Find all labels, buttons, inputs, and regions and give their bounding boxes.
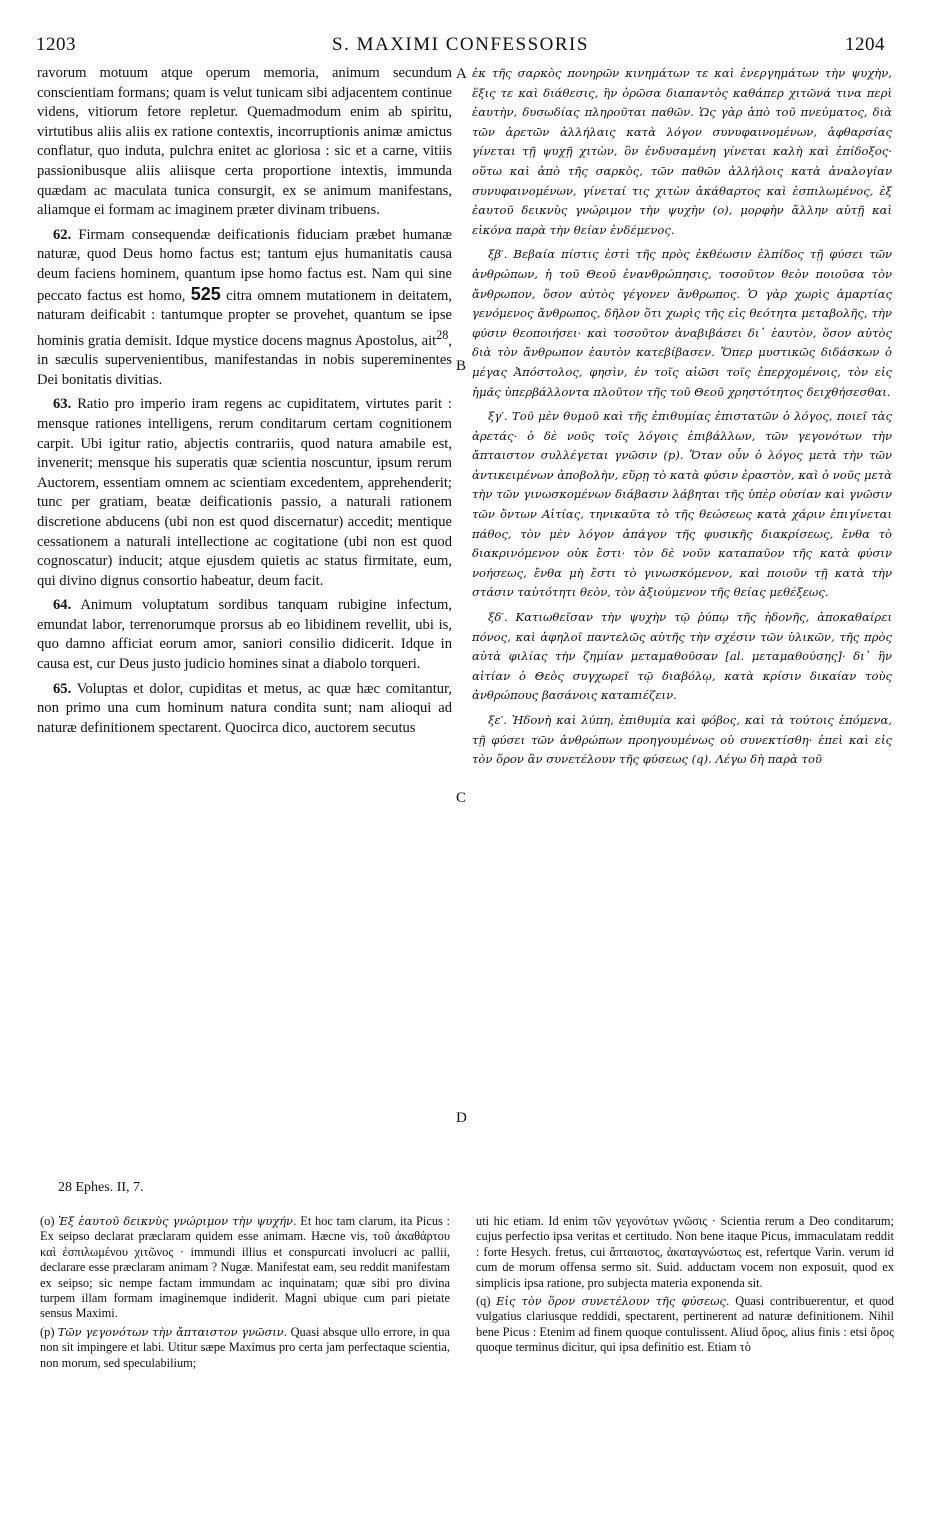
latin-text: Voluptas et dolor, cupiditas et metus, ac quæ hæc comitantur, non primo una cum hominum natura condita sunt; nam alioqui ad naturæ definitionem spectarent. Quocirca dico, auctorem secutus — [37, 680, 452, 736]
note-greek: Εἰς τὸν ὅρον συνετέλουν τῆς φύσεως. — [496, 1294, 730, 1309]
note-label: (p) — [40, 1324, 55, 1339]
note-q — [476, 1294, 894, 1356]
note-text: Quasi absque ullo errore, in qua non sit impingere et labi. Utitur sæpe Maximus pro certa jam perfectaque scientia, non morum, sed speculabilium; — [40, 1324, 450, 1370]
latin-paragraph-62 — [37, 226, 452, 391]
latin-paragraph-61: ravorum motuum atque operum memoria, animum secundum conscientiam formans; quam is velut tunicam sibi adjacentem continue videns, vitiorum fetore repletur. Quemadmodum enim ab spiritu, virtutibus aliis aliis ex ratione contextis, incorruptionis animæ amictus conflatur, quo induta, pulchra enitet ac gloriosa : sic et a carne, vitiis passionibusque aliis aliisque certa proportione intextis, immunda quædam ac maculata tunica consurgit, ex se animum manifestans, aliamque ei formam ac imaginem præter divinam tribuens. — [37, 65, 452, 219]
latin-text: Firmam consequendæ deificationis fiduciam præbet humanæ naturæ, quod Deus homo factus est; tantum ejus humanitatis causa deum faciens hominem, quantum ipse homo factus est. Nam qui sine peccato factus est homo, — [37, 226, 452, 304]
latin-column — [37, 64, 452, 743]
margin-letter-b: B — [456, 358, 467, 374]
margin-letter-c: C — [456, 790, 467, 806]
paragraph-number: 65. — [53, 680, 72, 697]
running-title: S. MAXIMI CONFESSORIS — [332, 34, 589, 55]
note-label: (q) — [476, 1294, 491, 1309]
notes-right-column — [476, 1214, 894, 1359]
footnote-marker: 28 — [436, 327, 449, 342]
note-label: (o) — [40, 1214, 55, 1228]
latin-text: , in sæculis supervenientibus, manifestandas in nobis supereminentes Dei bonitatis divitias. — [37, 332, 452, 388]
greek-paragraph-63: ξγ′. Τοῦ μὲν θυμοῦ καὶ τῆς ἐπιθυμίας ἐπιστατῶν ὁ λόγος, ποιεῖ τὰς ἀρετάς· ὁ δὲ νοῦς τοῖς λόγοις ἐπιβάλλων, τῶν γεγονότων τὴν ἄπταιστον συλλέγεται γνῶσιν (p). Ὅταν οὖν ὁ λόγος μετὰ τὴν τῶν ἀντικειμένων ἀποβολὴν, εὕρῃ τὸ κατὰ φύσιν ἐραστὸν, καὶ ὁ νοῦς μετὰ τὴν τῶν γινωσκομένων διάβασιν λάβηται τῆς ὑπὲρ οὐσίαν καὶ γνῶσιν τῶν ὄντων Αἰτίας, τηνικαῦτα τὸ τῆς θεώσεως κατὰ χάριν ἐπιγίνεται πάθος, τὸν μὲν λόγον ἀπάγον τῆς φυσικῆς διακρίσεως, ἔνθα τὸ διακρινόμενον οὐκ ἔστι· τὸν δὲ νοῦν καταπαῦον τῆς κατὰ φύσιν νοήσεως, ἔνθα μὴ ἔστι τὸ γινωσκόμενον, καὶ ποιοῦν τῇ κατὰ τὴν στάσιν ταὐτότητι θεὸν, τὸν ἀξιούμενον τῆς θείας μεθέξεως. — [472, 409, 892, 600]
latin-paragraph-63 — [37, 395, 452, 591]
greek-paragraph-64: ξδ′. Κατιωθεῖσαν τὴν ψυχὴν τῷ ῥύπῳ τῆς ἡδονῆς, ἀποκαθαίρει πόνος, καὶ ἀφηλοῖ παντελῶς αὐτῆς τὴν σχέσιν τῶν ὑλικῶν, τῆς πρὸς αὐτὰ φιλίας τὴν ζημίαν μεταμαθοῦσαν [al. μεταμαθούσης]· δι᾽ ἣν αἰτίαν ὁ Θεὸς συγχωρεῖ τῷ διαβόλῳ, κατὰ κρίσιν δικαίαν τοὺς ἀνθρώπους βασάνοις καταπιέζειν. — [472, 610, 892, 703]
latin-paragraph-65 — [37, 680, 452, 739]
note-p-continued: uti hic etiam. Id enim τῶν γεγονότων γνῶσις · Scientia rerum a Deo conditarum; cujus perfectio ipsa veritas et certitudo. Non bene itaque Picus, immaculatam reddit : forte Hesych. fretus, cui ἄπταιστος, ἀκαταγνώστως est, refertque Varin. verum id cum de morum offensa sermo sit. Suid. adductam vocem non exposuit, quod ex simplicis ipsa ratione, pro subjecta materia exponenda sit. — [476, 1214, 894, 1290]
latin-text: Animum voluptatum sordibus tanquam rubigine infectum, emundat labor, terrenorumque prorsus ab eo libidinem revellit, ubi is, quo damno afficiat eorum amor, saniori consilio didicerit. Idque in causa est, cur Deus justo judicio homines sinat a diabolo torqueri. — [37, 597, 453, 673]
running-header — [36, 34, 885, 58]
paragraph-number: 64. — [53, 597, 72, 614]
greek-column — [472, 64, 892, 775]
note-p — [40, 1325, 450, 1371]
greek-paragraph-65: ξε′. Ἡδονὴ καὶ λύπη, ἐπιθυμία καὶ φόβος, καὶ τὰ τούτοις ἑπόμενα, τῇ φύσει τῶν ἀνθρώπων προηγουμένως οὐ συνεκτίσθη· ἐπεὶ καὶ εἰς τὸν ὅρον ἂν συνετέλουν τῆς φύσεως (q). Λέγω δὴ παρὰ τοῦ — [472, 713, 892, 767]
greek-paragraph-61: ἐκ τῆς σαρκὸς πονηρῶν κινημάτων τε καὶ ἐνεργημάτων τὴν ψυχὴν, ἕξις τε καὶ διάθεσις, ἣν ὁρῶσα διαπαντὸς καθάπερ χιτῶνά τινα περὶ ἑαυτὴν, δυσωδίας πληροῦται παθῶν. Ὡς γὰρ ἀπὸ τοῦ πνεύματος, διὰ τῶν ἀρετῶν ἀλλήλαις κατὰ λόγον συνυφαινομένων, ἀφθαρσίας γίνεται τῇ ψυχῇ χιτὼν, ὃν ἐνδυσαμένη γίνεται καλὴ καὶ ἐπίδοξος· οὕτω καὶ ἀπὸ τῆς σαρκὸς, τῶν παθῶν ἀλλήλοις κατὰ ἀναλογίαν συνυφαινομένων, γίνεταί τις χιτὼν ἀκάθαρτος καὶ ἐσπιλωμένος, ἐξ ἑαυτοῦ δεικνὺς γνώριμον τὴν ψυχὴν (o), μορφὴν ἄλλην αὐτῇ καὶ εἰκόνα παρὰ τὴν θείαν ἐνδέμενος. — [472, 66, 892, 237]
footnote-reference: 28 Ephes. II, 7. — [58, 1180, 144, 1195]
page-number-left: 1203 — [36, 34, 76, 55]
latin-text: citra omnem mutationem in deitatem, naturam deificabit : tantumque propter se provehet, quantum se ipse hominis gratia demisit. Idque mystice docens magnus Apostolus, ait — [37, 287, 452, 349]
notes-left-column — [40, 1214, 450, 1374]
paragraph-number: 62. — [53, 226, 72, 243]
note-text: Et hoc tam clarum, ita Picus : Ex seipso declarat præclaram quidem esse animam. Hæcne vis, τοῦ ἀκαθάρτου καὶ ἐσπιλωμένου χιτῶνος · immundi illius et conspurcati involucri ac pallii, declarare esse præclaram animam ? Nugæ. Manifestat eam, seu reddit manifestam ex seipso; sic nempe factam immundam ac inquinatam; quæ sibi pro divina turpem illam formam imaginemque indiderit. Magni ubique cum pari pietate sensus Maximi. — [40, 1214, 450, 1321]
page-number-right: 1204 — [845, 34, 885, 55]
margin-letter-a: A — [456, 66, 467, 82]
note-text: Quasi contribuerentur, et quod vulgatius clariusque reddidi, spectarent, pertinerent ad naturæ definitionem. Nihil bene Picus : Etenim ad finem quoque contulissent. Aliud ὅρος, alius finis : etsi ὅρος quoque terminus dicitur, qui ipsa definitio est. Etiam τὸ — [476, 1294, 895, 1355]
note-greek: Ἐξ ἑαυτοῦ δεικνὺς γνώριμον τὴν ψυχήν. — [58, 1214, 297, 1228]
note-greek: Τῶν γεγονότων τὴν ἄπταιστον γνῶσιν. — [57, 1324, 288, 1339]
paragraph-number: 63. — [53, 396, 72, 413]
greek-paragraph-62: ξβ′. Βεβαία πίστις ἐστὶ τῆς πρὸς ἐκθέωσιν ἐλπίδος τῇ φύσει τῶν ἀνθρώπων, ἡ τοῦ Θεοῦ ἐνανθρώπησις, τοσοῦτον θεὸν ποιοῦσα τὸν ἄνθρωπον, ὅσον αὐτὸς γέγονεν ἄνθρωπος. Ὁ γὰρ χωρὶς ἁμαρτίας γενόμενος ἄνθρωπος, δῆλον ὅτι χωρὶς τῆς εἰς θεότητα μεταβολῆς, τὴν φύσιν θεοποιήσει· καὶ τοσοῦτον ἀναβιβάσει δι᾽ ἑαυτὸν, ὅσον αὐτὸς διὰ τὸν ἄνθρωπον ἑαυτὸν κατεβίβασεν. Ὅπερ μυστικῶς διδάσκων ὁ μέγας Ἀπόστολος, φησὶν, ἐν τοῖς αἰῶσι τοῖς ἐπερχομένοις, τὸν εἰς ἡμᾶς ὑπερβάλλοντα πλοῦτον τῆς τοῦ Θεοῦ χρηστότητος δειχθήσεσθαι. — [472, 247, 892, 399]
note-o — [40, 1214, 450, 1322]
latin-text: Ratio pro imperio iram regens ac cupiditatem, virtutes parit : mensque rationes intelligens, rerum conditarum certam cognitionem carpit. Ubi igitur ratio, abjectis contrariis, quod natura amabile est, invenerit; mensque his superatis quæ scientia noscuntur, ipsum rerum Auctorem, essentiam omnem ac scientiam excedentem, apprehenderit; tunc per gratiam, beatæ deificationis passio, a naturali rationem discretione abducens (ubi non est quod discernatur) accedit; mentique cessationem a naturali intellectione ac cogitatione (ubi non est quod cognoscatur) inducit; atque ejusdem quietis ac status firmitate, eum, qui divino dignus consortio habeatur, deum facit. — [37, 396, 452, 589]
latin-paragraph-64 — [37, 596, 452, 674]
margin-letter-d: D — [456, 1110, 467, 1126]
page-marker: 525 — [190, 283, 221, 304]
